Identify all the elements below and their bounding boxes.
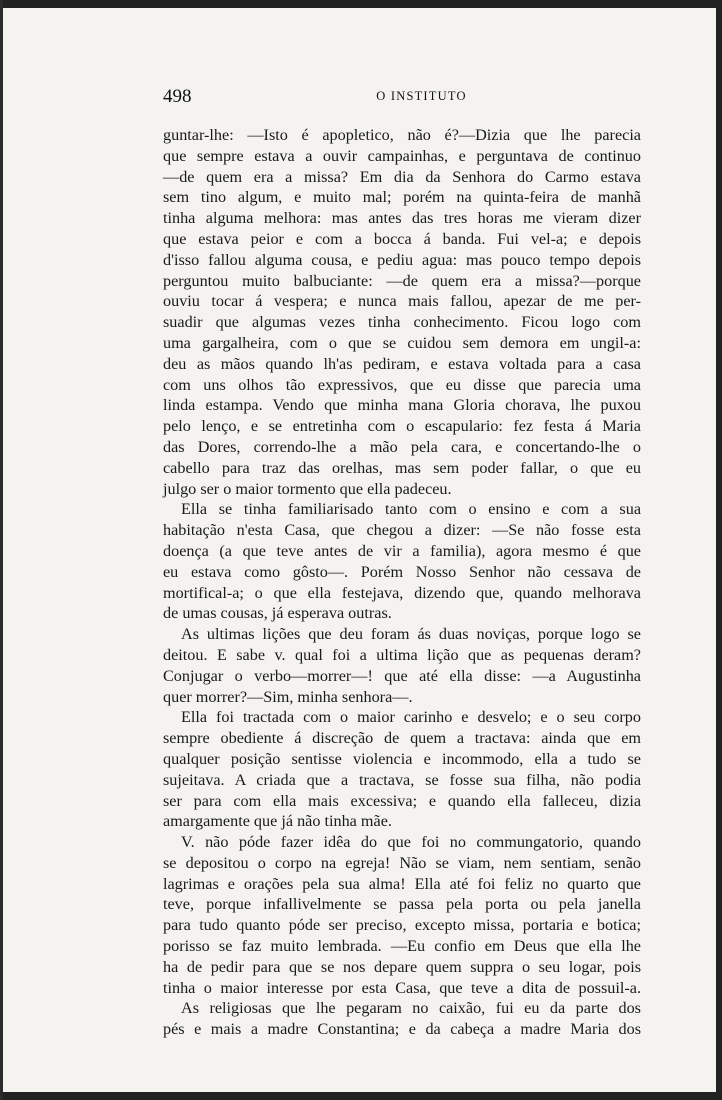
- text-line: de umas cousas, já esperava outras.: [163, 604, 392, 623]
- text-line: doença (a que teve antes de vir a familia), agora mesmo é que: [163, 541, 641, 560]
- text-line: suadir que algumas vezes tinha conhecimento. Ficou logo com: [163, 313, 641, 332]
- text-line: mortifical-a; o que ella festejava, dizendo que, quando melhorava: [163, 583, 641, 602]
- text-line: julgo ser o maior tormento que ella padeceu.: [163, 479, 452, 498]
- text-line: amargamente que já não tinha mãe.: [163, 812, 392, 831]
- text-line: deitou. E sabe v. qual foi a ultima lição que as pequenas deram?: [163, 645, 641, 664]
- text-line: linda estampa. Vendo que minha mana Gloria chorava, lhe puxou: [163, 396, 641, 415]
- text-line: habitação n'esta Casa, que chegou a dizer: —Se não fosse esta: [163, 521, 641, 540]
- text-line: sem tino algum, e muito mal; porém na quinta-feira de manhã: [163, 188, 641, 207]
- text-line: teve, porque infallivelmente se passa pela porta ou pela janella: [163, 895, 641, 914]
- text-line: cabello para traz das orelhas, mas sem poder fallar, o que eu: [163, 458, 641, 477]
- text-line: sujeitava. A criada que a tractava, se fosse sua filha, não podia: [163, 770, 641, 789]
- text-line: que sempre estava a ouvir campainhas, e perguntava de continuo: [163, 146, 641, 165]
- text-line: porisso se faz muito lembrada. —Eu confio em Deus que ella lhe: [163, 937, 641, 956]
- text-line: qualquer posição sentisse violencia e incommodo, ella a tudo se: [163, 749, 641, 768]
- running-title: O INSTITUTO: [376, 89, 467, 103]
- text-line: ha de pedir para que se nos depare quem suppra o seu logar, pois: [163, 957, 641, 976]
- text-line: que estava peior e com a bocca á banda. Fui vel-a; e depois: [163, 229, 641, 248]
- text-line: pés e mais a madre Constantina; e da cabeça a madre Maria dos: [163, 1020, 641, 1039]
- page-number: 498: [163, 86, 192, 107]
- scan-border-bottom: [0, 1092, 722, 1100]
- text-line: lagrimas e orações pela sua alma! Ella até foi feliz no quarto que: [163, 874, 641, 893]
- body-text: [163, 125, 641, 1040]
- text-line: tinha o maior interesse por esta Casa, que teve a dita de possuil-a.: [163, 978, 641, 997]
- text-line: ouviu tocar á vespera; e nunca mais fallou, apezar de me per-: [163, 292, 641, 311]
- text-line: Ella foi tractada com o maior carinho e desvelo; e o seu corpo: [181, 708, 641, 727]
- text-line: d'isso fallou alguma cousa, e pediu agua: mas pouco tempo depois: [163, 250, 641, 269]
- text-line: perguntou muito balbuciante: —de quem era a missa?—porque: [163, 271, 641, 290]
- text-line: quer morrer?—Sim, minha senhora—.: [163, 687, 413, 706]
- text-line: das Dores, correndo-lhe a mão pela cara, e concertando-lhe o: [163, 437, 641, 456]
- text-line: Ella se tinha familiarisado tanto com o ensino e com a sua: [181, 500, 641, 519]
- text-line: As ultimas lições que deu foram ás duas noviças, porque logo se: [181, 625, 641, 644]
- text-line: pelo lenço, e se entretinha com o escapulario: fez festa á Maria: [163, 417, 641, 436]
- page-header: [163, 86, 640, 110]
- text-line: ser para com ella mais excessiva; e quando ella falleceu, dizia: [163, 791, 641, 810]
- scan-border-right: [716, 0, 722, 1100]
- text-line: tinha alguma melhora: mas antes das tres horas me vieram dizer: [163, 209, 641, 228]
- text-line: V. não póde fazer idêa do que foi no commungatorio, quando: [181, 833, 641, 852]
- text-line: com uns olhos tão expressivos, que eu disse que parecia uma: [163, 375, 641, 394]
- scan-border-top: [0, 0, 722, 8]
- text-line: se depositou o corpo na egreja! Não se viam, nem sentiam, senão: [163, 853, 641, 872]
- text-line: guntar-lhe: —Isto é apopletico, não é?—Dizia que lhe parecia: [163, 126, 641, 144]
- text-line: para tudo quanto póde ser preciso, excepto missa, portaria e botica;: [163, 916, 641, 935]
- text-line: uma gargalheira, com o que se cuidou sem demora em ungil-a:: [163, 333, 641, 352]
- scan-border-left: [0, 0, 3, 1100]
- text-line: sempre obediente á discreção de quem a tractava: ainda que em: [163, 729, 641, 748]
- text-line: eu estava como gôsto—. Porém Nosso Senhor não cessava de: [163, 562, 641, 581]
- text-line: As religiosas que lhe pegaram no caixão, fui eu da parte dos: [181, 999, 641, 1018]
- text-line: Conjugar o verbo—morrer—! que até ella disse: —a Augustinha: [163, 666, 641, 685]
- text-line: deu as mãos quando lh'as pediram, e estava voltada para a casa: [163, 354, 641, 373]
- text-line: —de quem era a missa? Em dia da Senhora do Carmo estava: [163, 167, 641, 186]
